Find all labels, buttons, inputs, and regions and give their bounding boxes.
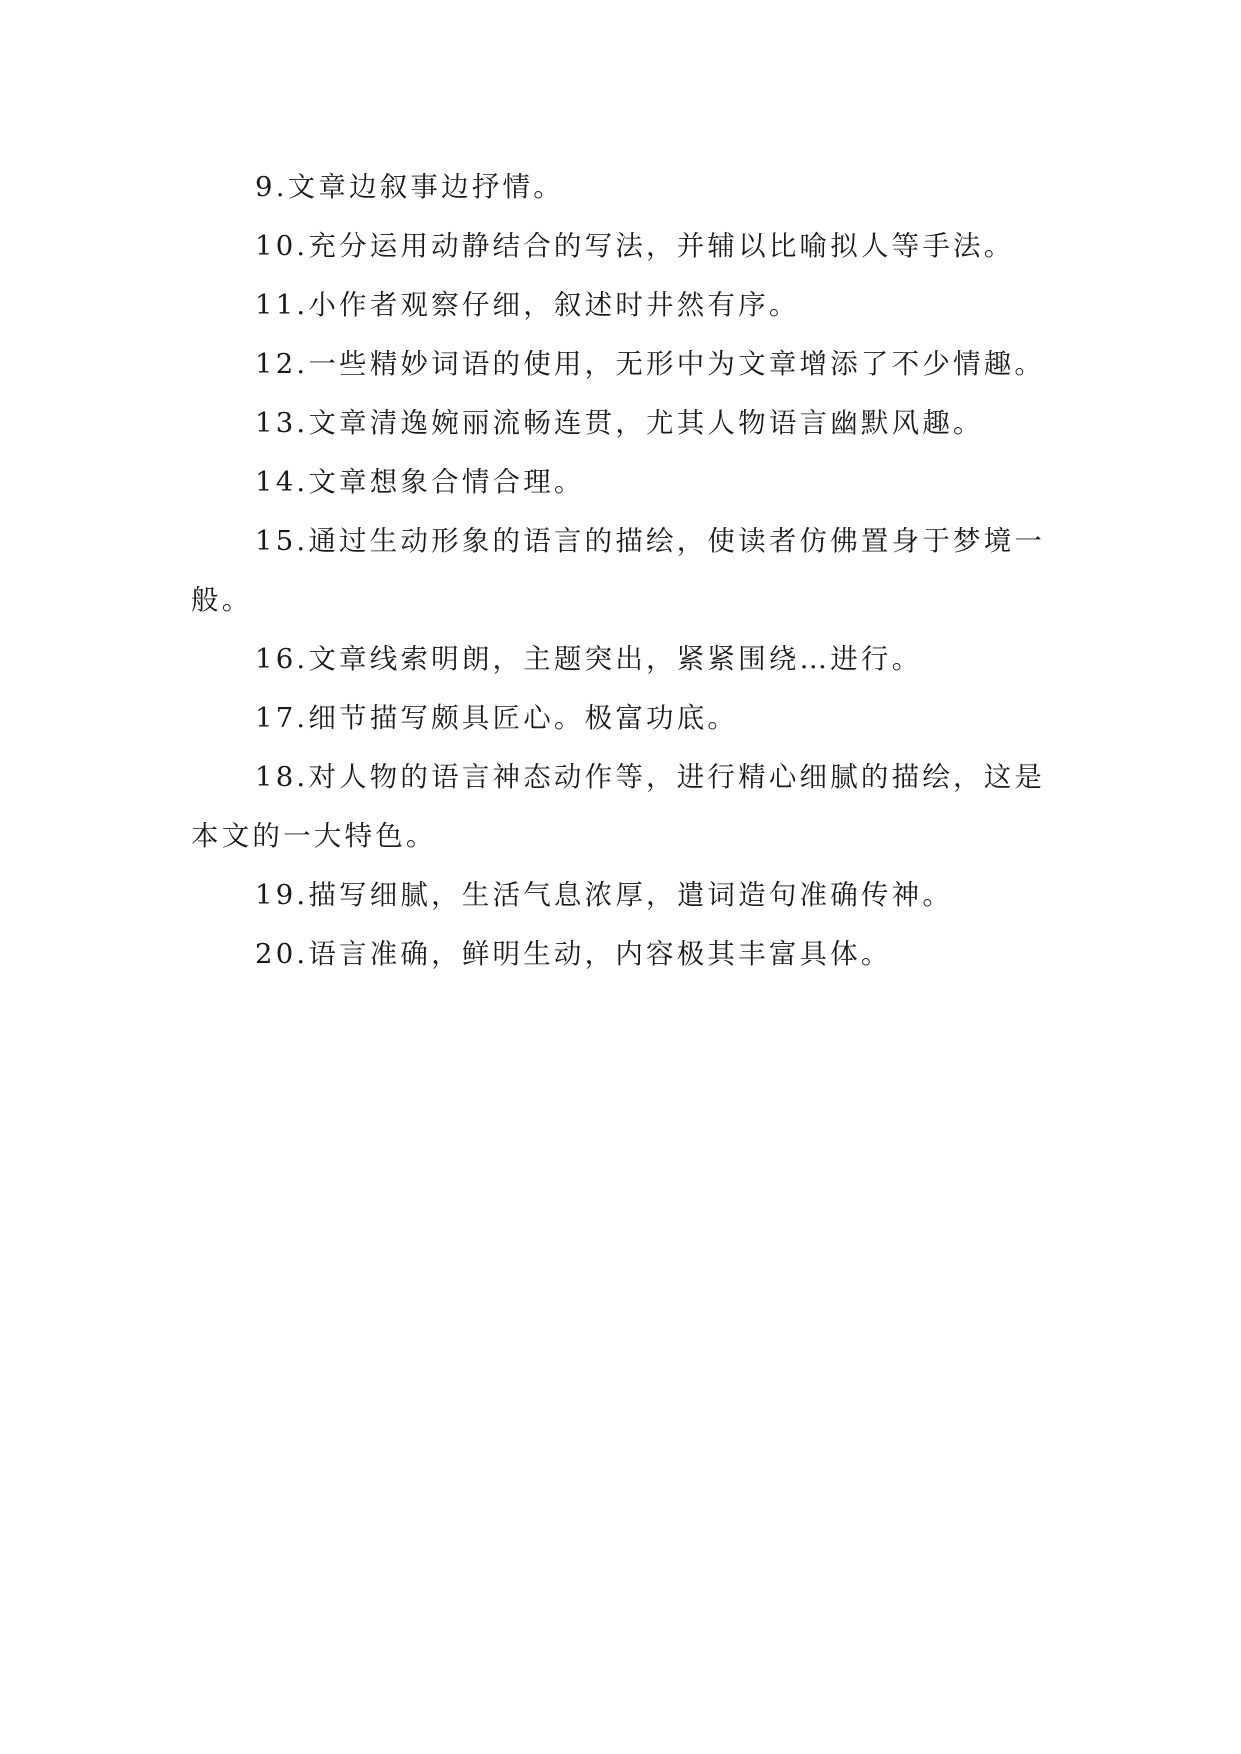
paragraph-17: 17.细节描写颇具匠心。极富功底。 bbox=[255, 702, 739, 734]
paragraph-15: 15.通过生动形象的语言的描绘，使读者仿佛置身于梦境一般。 bbox=[191, 525, 1046, 616]
paragraph-19: 19.描写细腻，生活气息浓厚，遣词造句准确传神。 bbox=[255, 879, 954, 911]
paragraph-13: 13.文章清逸婉丽流畅连贯，尤其人物语言幽默风趣。 bbox=[255, 407, 984, 439]
paragraph-12: 12.一些精妙词语的使用，无形中为文章增添了不少情趣。 bbox=[255, 348, 1046, 380]
document-body bbox=[191, 158, 1071, 984]
paragraph-11: 11.小作者观察仔细，叙述时井然有序。 bbox=[255, 289, 800, 321]
paragraph-14: 14.文章想象合情合理。 bbox=[255, 466, 585, 498]
paragraph-18: 18.对人物的语言神态动作等，进行精心细腻的描绘，这是本文的一大特色。 bbox=[191, 761, 1046, 852]
paragraph-10: 10.充分运用动静结合的写法，并辅以比喻拟人等手法。 bbox=[255, 230, 1015, 262]
paragraph-20: 20.语言准确，鲜明生动，内容极其丰富具体。 bbox=[255, 938, 892, 970]
paragraph-9: 9.文章边叙事边抒情。 bbox=[255, 171, 564, 203]
paragraph-16: 16.文章线索明朗，主题突出，紧紧围绕…进行。 bbox=[255, 643, 923, 675]
